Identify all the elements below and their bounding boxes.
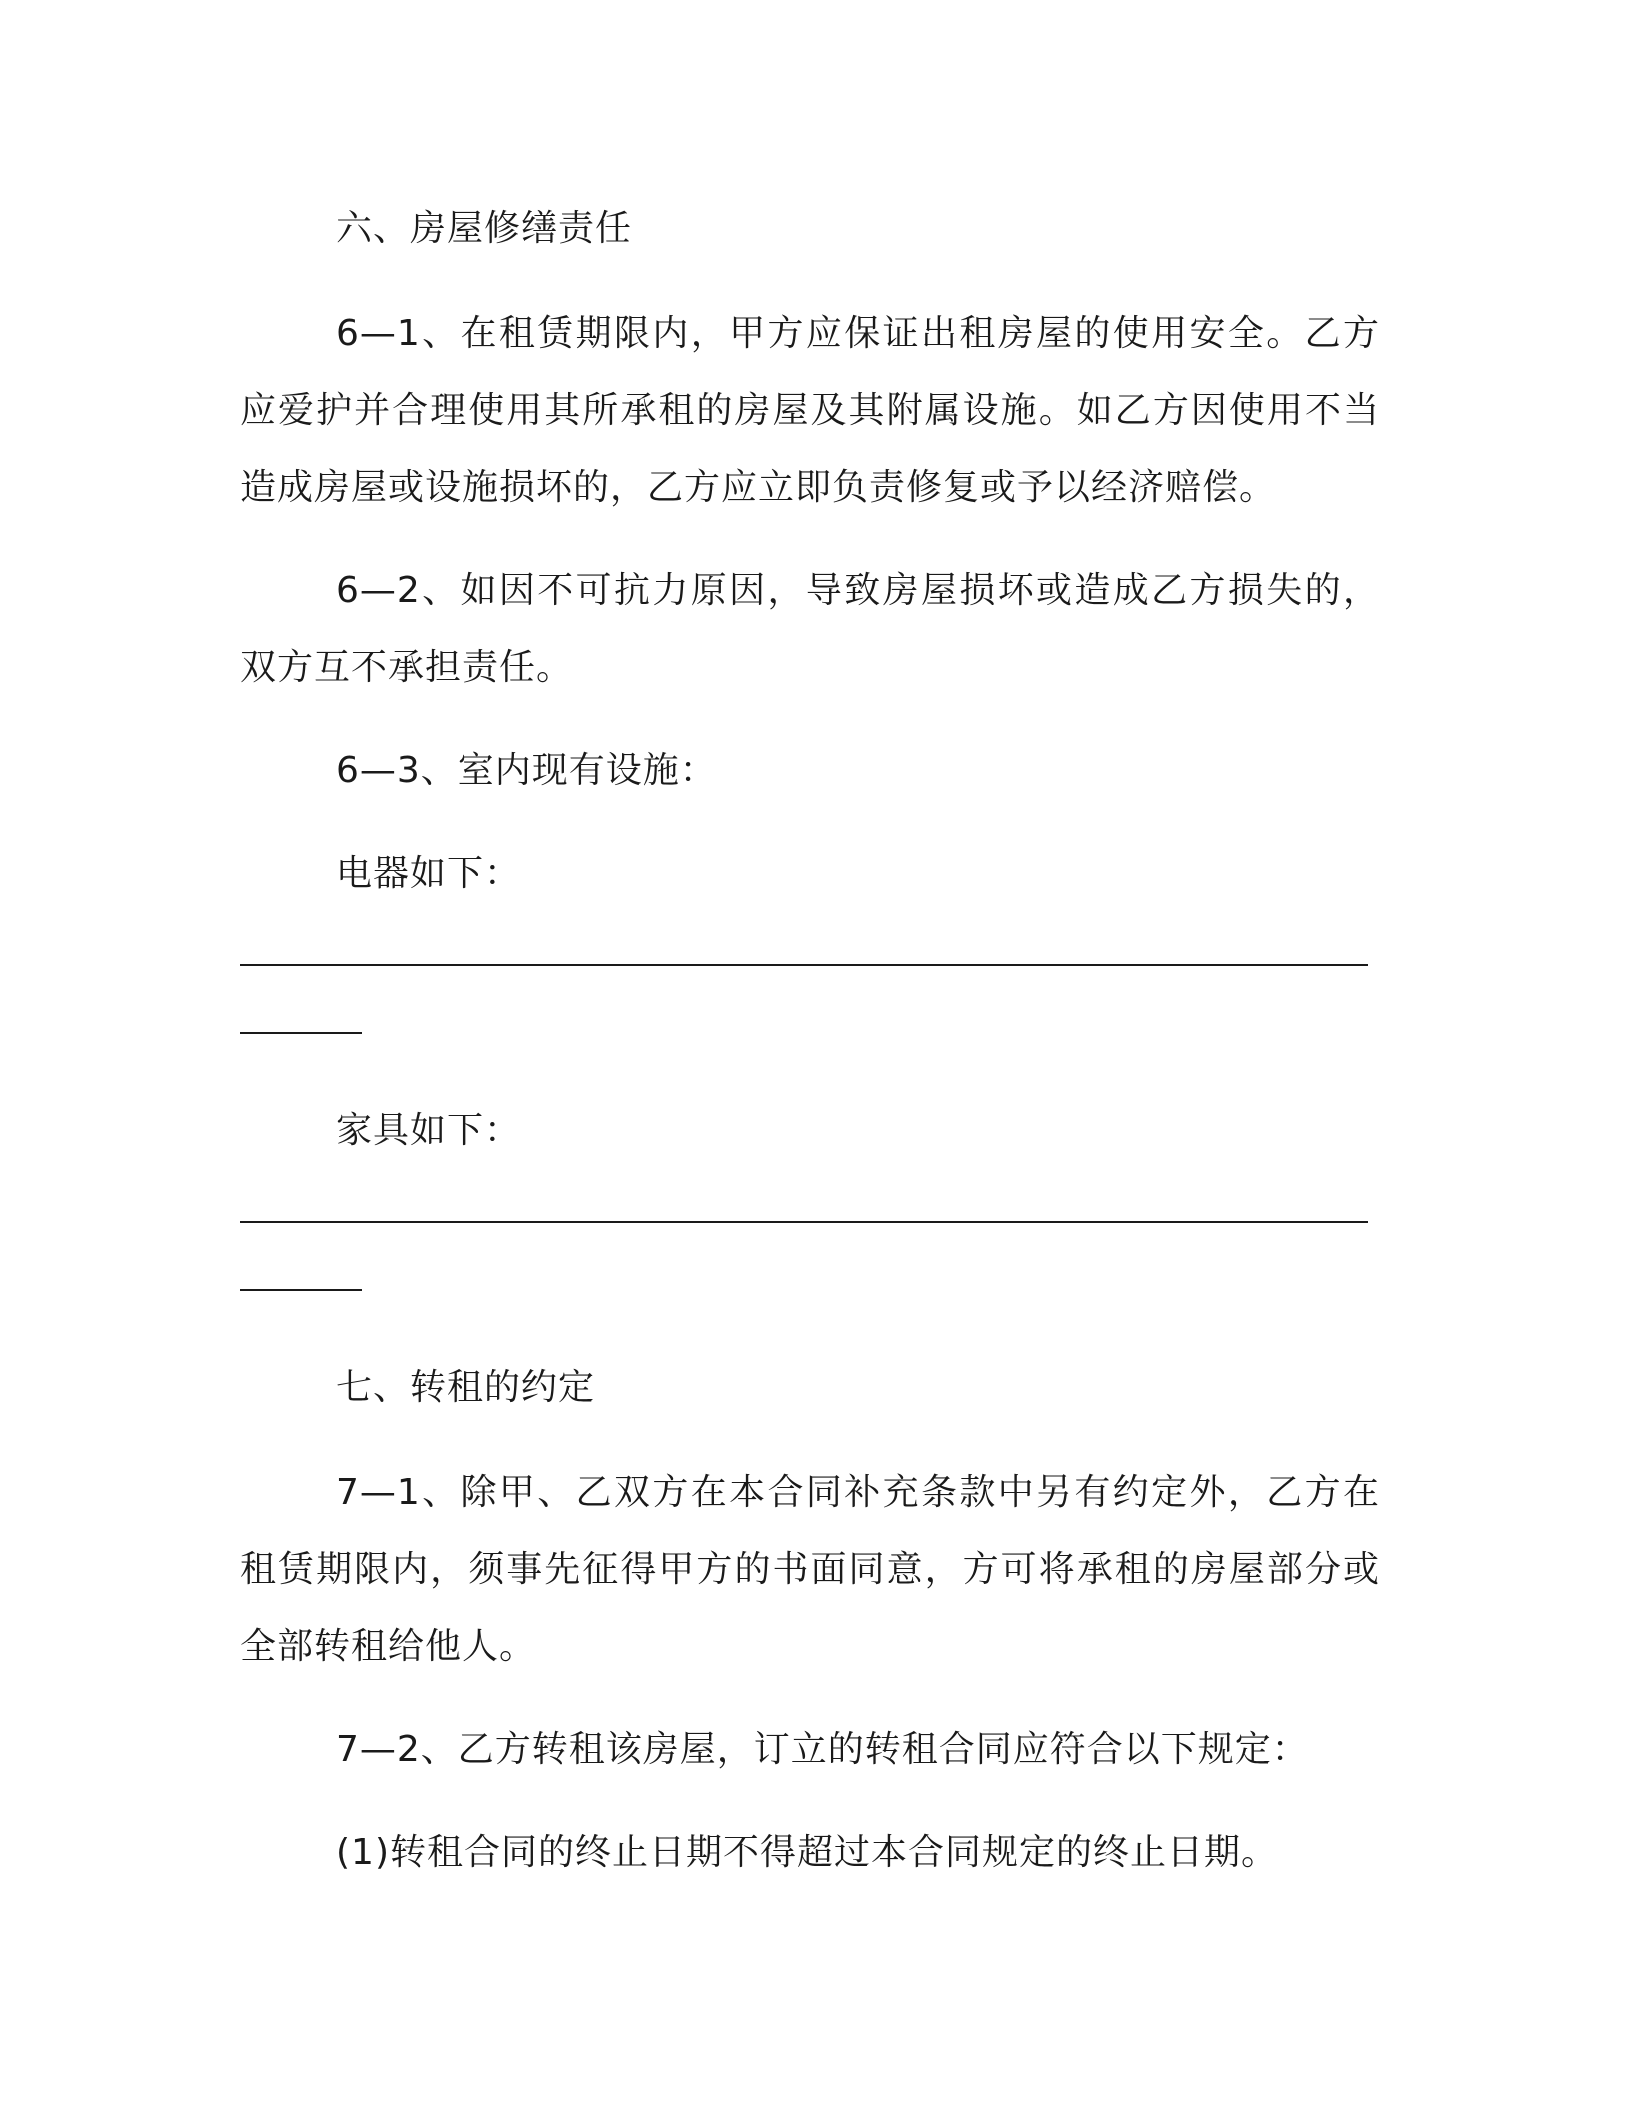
clause-6-1: 6—1、在租赁期限内，甲方应保证出租房屋的使用安全。乙方应爱护并合理使用其所承租的房屋及其附属设施。如乙方因使用不当造成房屋或设施损坏的，乙方应立即负责修复或予以经济赔偿。 <box>240 313 1380 508</box>
clause-7-2-item-1: (1)转租合同的终止日期不得超过本合同规定的终止日期。 <box>336 1832 1278 1873</box>
appliances-label: 电器如下： <box>336 853 522 894</box>
furniture-blank-line-continued <box>240 1289 362 1291</box>
appliances-blank-line-continued <box>240 1032 362 1034</box>
clause-6-3: 6—3、室内现有设施： <box>336 750 717 791</box>
document-page <box>240 190 1380 1917</box>
clause-7-1: 7—1、除甲、乙双方在本合同补充条款中另有约定外，乙方在租赁期限内，须事先征得甲方的书面同意，方可将承租的房屋部分或全部转租给他人。 <box>240 1472 1380 1667</box>
clause-7-2: 7—2、乙方转租该房屋，订立的转租合同应符合以下规定： <box>336 1729 1309 1770</box>
section-7-heading: 七、转租的约定 <box>336 1367 596 1408</box>
furniture-label: 家具如下： <box>336 1110 522 1151</box>
section-6-heading: 六、房屋修缮责任 <box>336 208 633 249</box>
appliances-blank-line <box>240 964 1368 966</box>
clause-6-2: 6—2、如因不可抗力原因，导致房屋损坏或造成乙方损失的，双方互不承担责任。 <box>240 570 1380 688</box>
furniture-blank-line <box>240 1221 1368 1223</box>
